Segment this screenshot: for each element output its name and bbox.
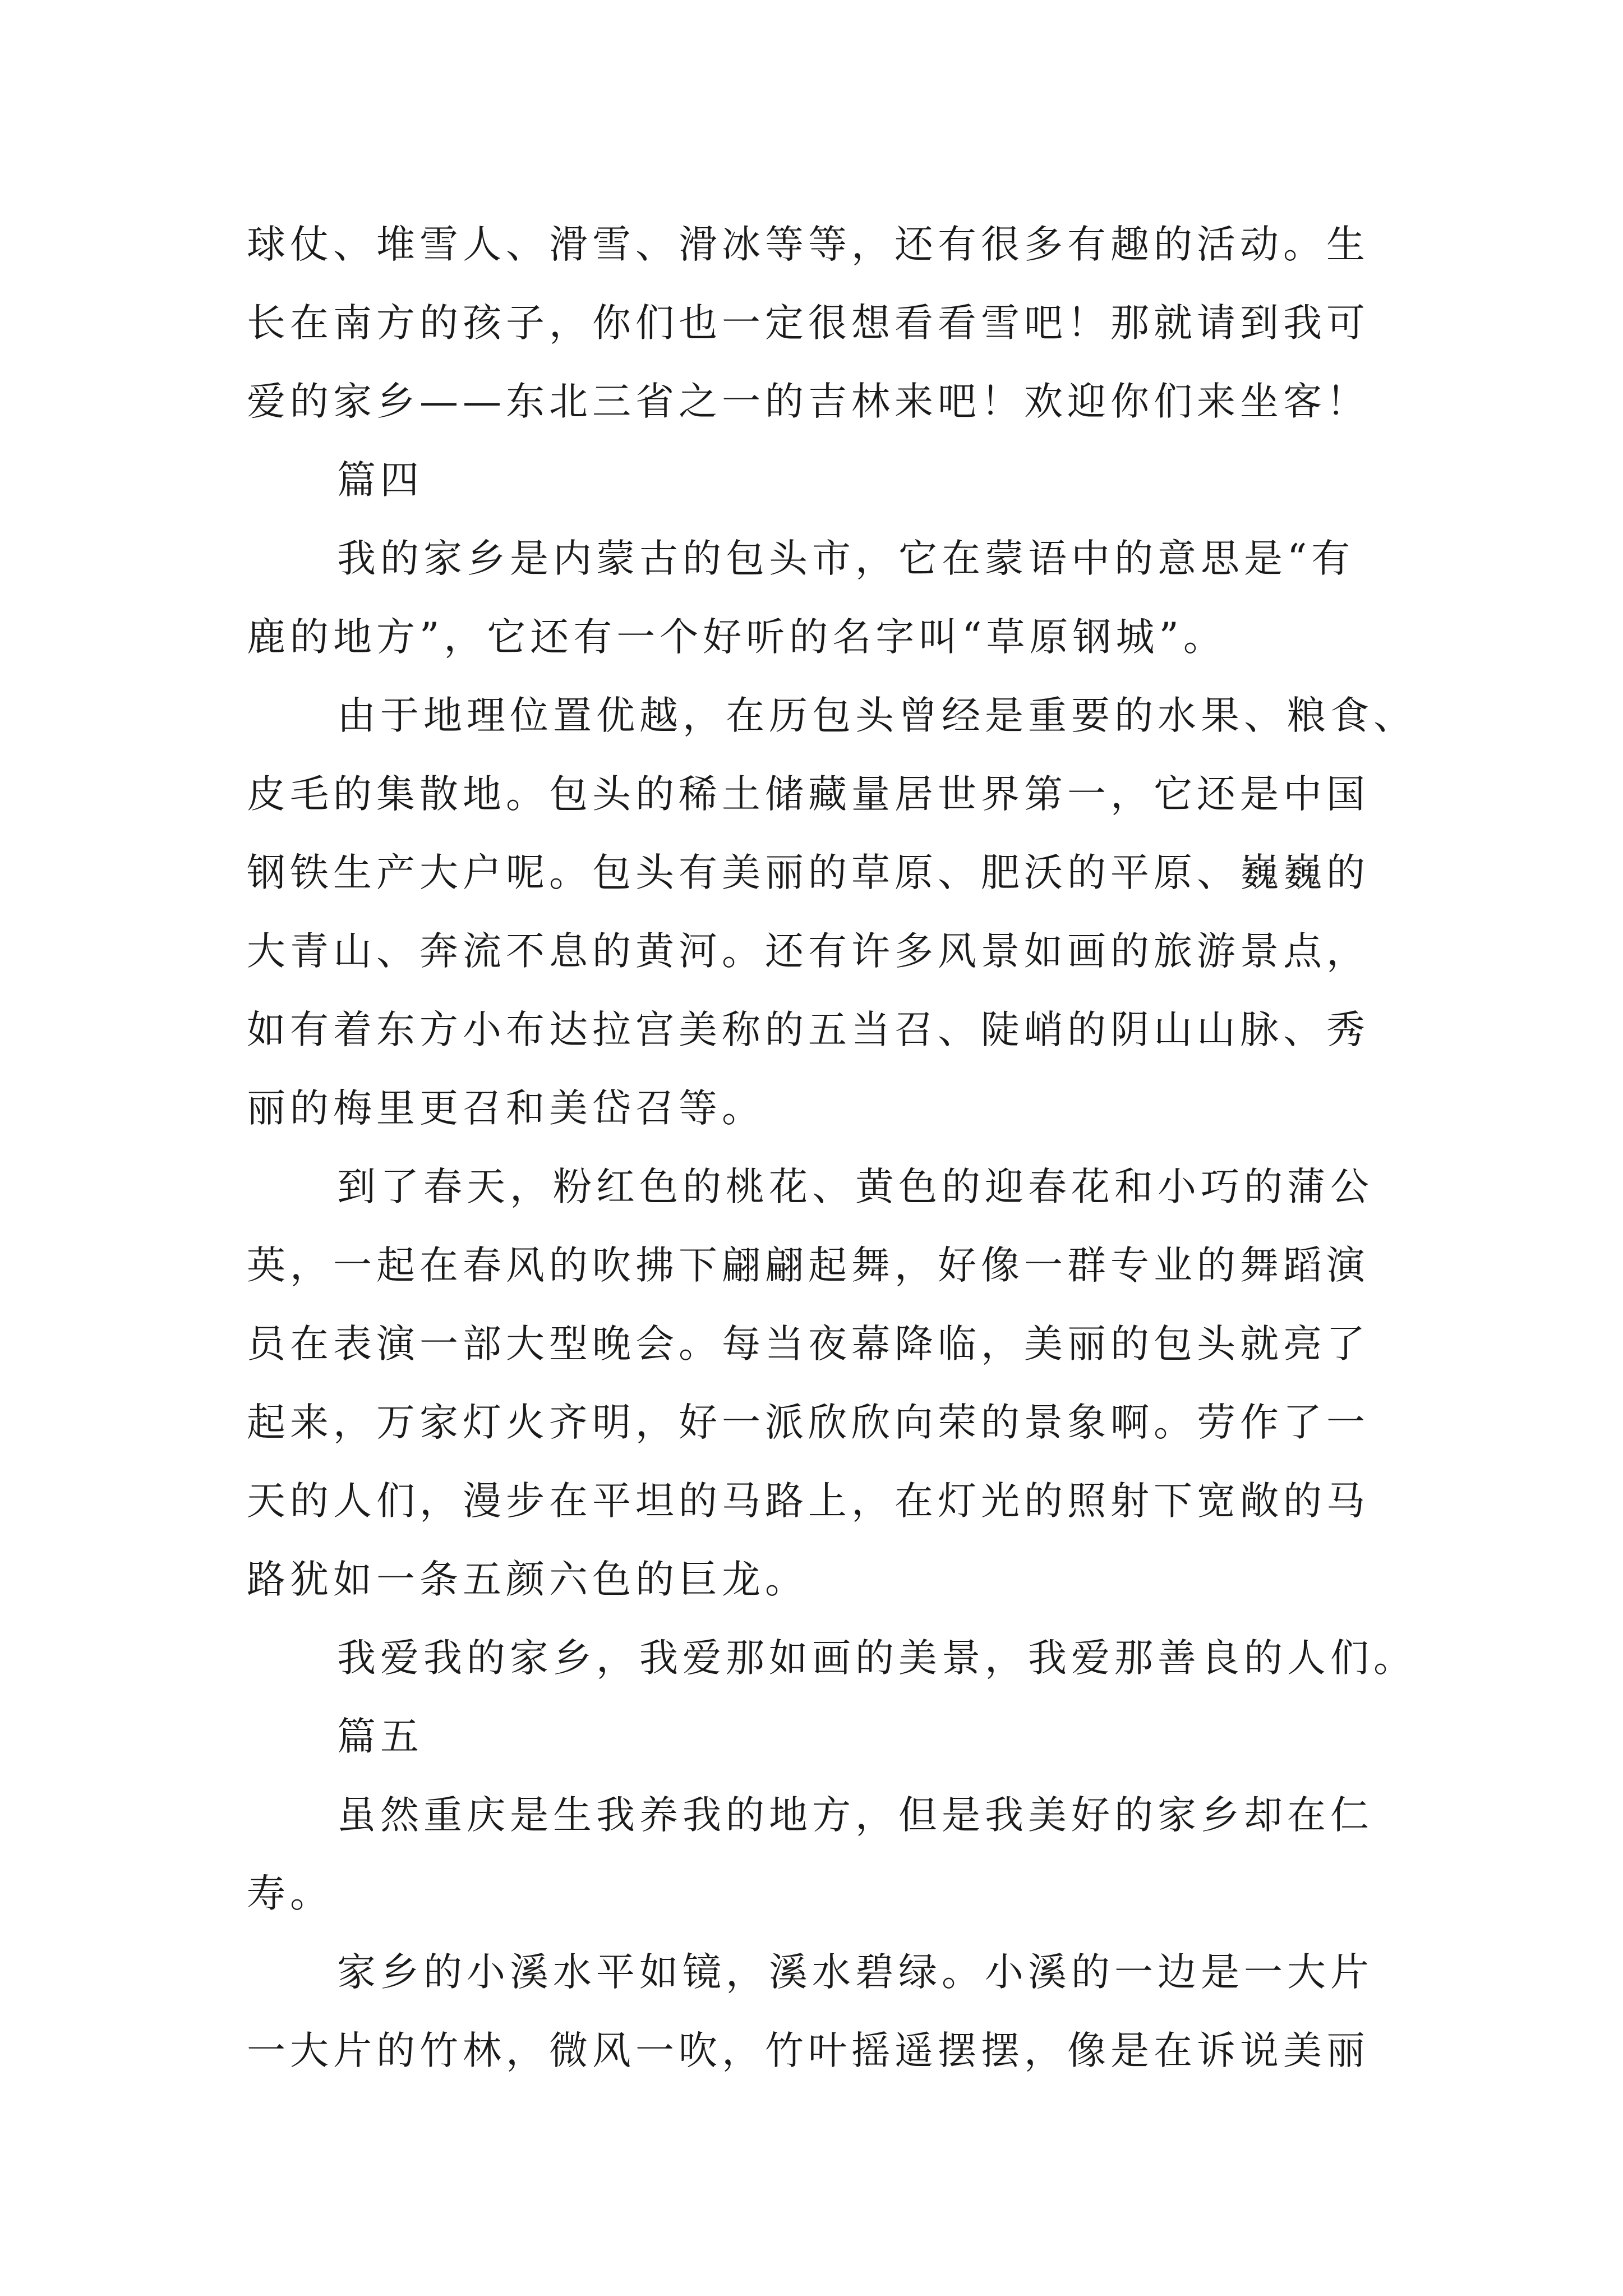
text-line: 天的人们，漫步在平坦的马路上，在灯光的照射下宽敞的马 [247,1479,1370,1524]
text-line: 长在南方的孩子，你们也一定很想看看雪吧！那就请到我可 [247,301,1370,346]
text-line: 虽然重庆是生我养我的地方，但是我美好的家乡却在仁 [337,1793,1373,1838]
text-line: 我爱我的家乡，我爱那如画的美景，我爱那善良的人们。 [337,1636,1417,1681]
text-line: 路犹如一条五颜六色的巨龙。 [247,1557,808,1602]
text-line: 爱的家乡——东北三省之一的吉林来吧！欢迎你们来坐客！ [247,379,1370,424]
text-line: 如有着东方小布达拉宫美称的五当召、陡峭的阴山山脉、秀 [247,1007,1370,1052]
text-line: 钢铁生产大户呢。包头有美丽的草原、肥沃的平原、巍巍的 [247,850,1370,895]
section-heading: 篇五 [337,1714,423,1759]
text-line: 我的家乡是内蒙古的包头市，它在蒙语中的意思是“有 [337,536,1355,581]
text-line: 英，一起在春风的吹拂下翩翩起舞，好像一群专业的舞蹈演 [247,1243,1370,1288]
text-line: 到了春天，粉红色的桃花、黄色的迎春花和小巧的蒲公 [337,1165,1373,1209]
text-line: 家乡的小溪水平如镜，溪水碧绿。小溪的一边是一大片 [337,1950,1373,1995]
text-line: 一大片的竹林，微风一吹，竹叶摇遥摆摆，像是在诉说美丽 [247,2028,1370,2073]
text-line: 皮毛的集散地。包头的稀土储藏量居世界第一，它还是中国 [247,772,1370,817]
text-line: 鹿的地方”，它还有一个好听的名字叫“草原钢城”。 [247,615,1227,660]
text-line: 球仗、堆雪人、滑雪、滑冰等等，还有很多有趣的活动。生 [247,222,1370,267]
text-line: 起来，万家灯火齐明，好一派欣欣向荣的景象啊。劳作了一 [247,1400,1370,1445]
text-line: 大青山、奔流不息的黄河。还有许多风景如画的旅游景点， [247,929,1370,974]
text-line: 丽的梅里更召和美岱召等。 [247,1086,765,1131]
text-line: 员在表演一部大型晚会。每当夜幕降临，美丽的包头就亮了 [247,1322,1370,1366]
text-line: 寿。 [247,1871,333,1916]
section-heading: 篇四 [337,458,423,503]
text-line: 由于地理位置优越，在历包头曾经是重要的水果、粮食、 [337,693,1417,738]
